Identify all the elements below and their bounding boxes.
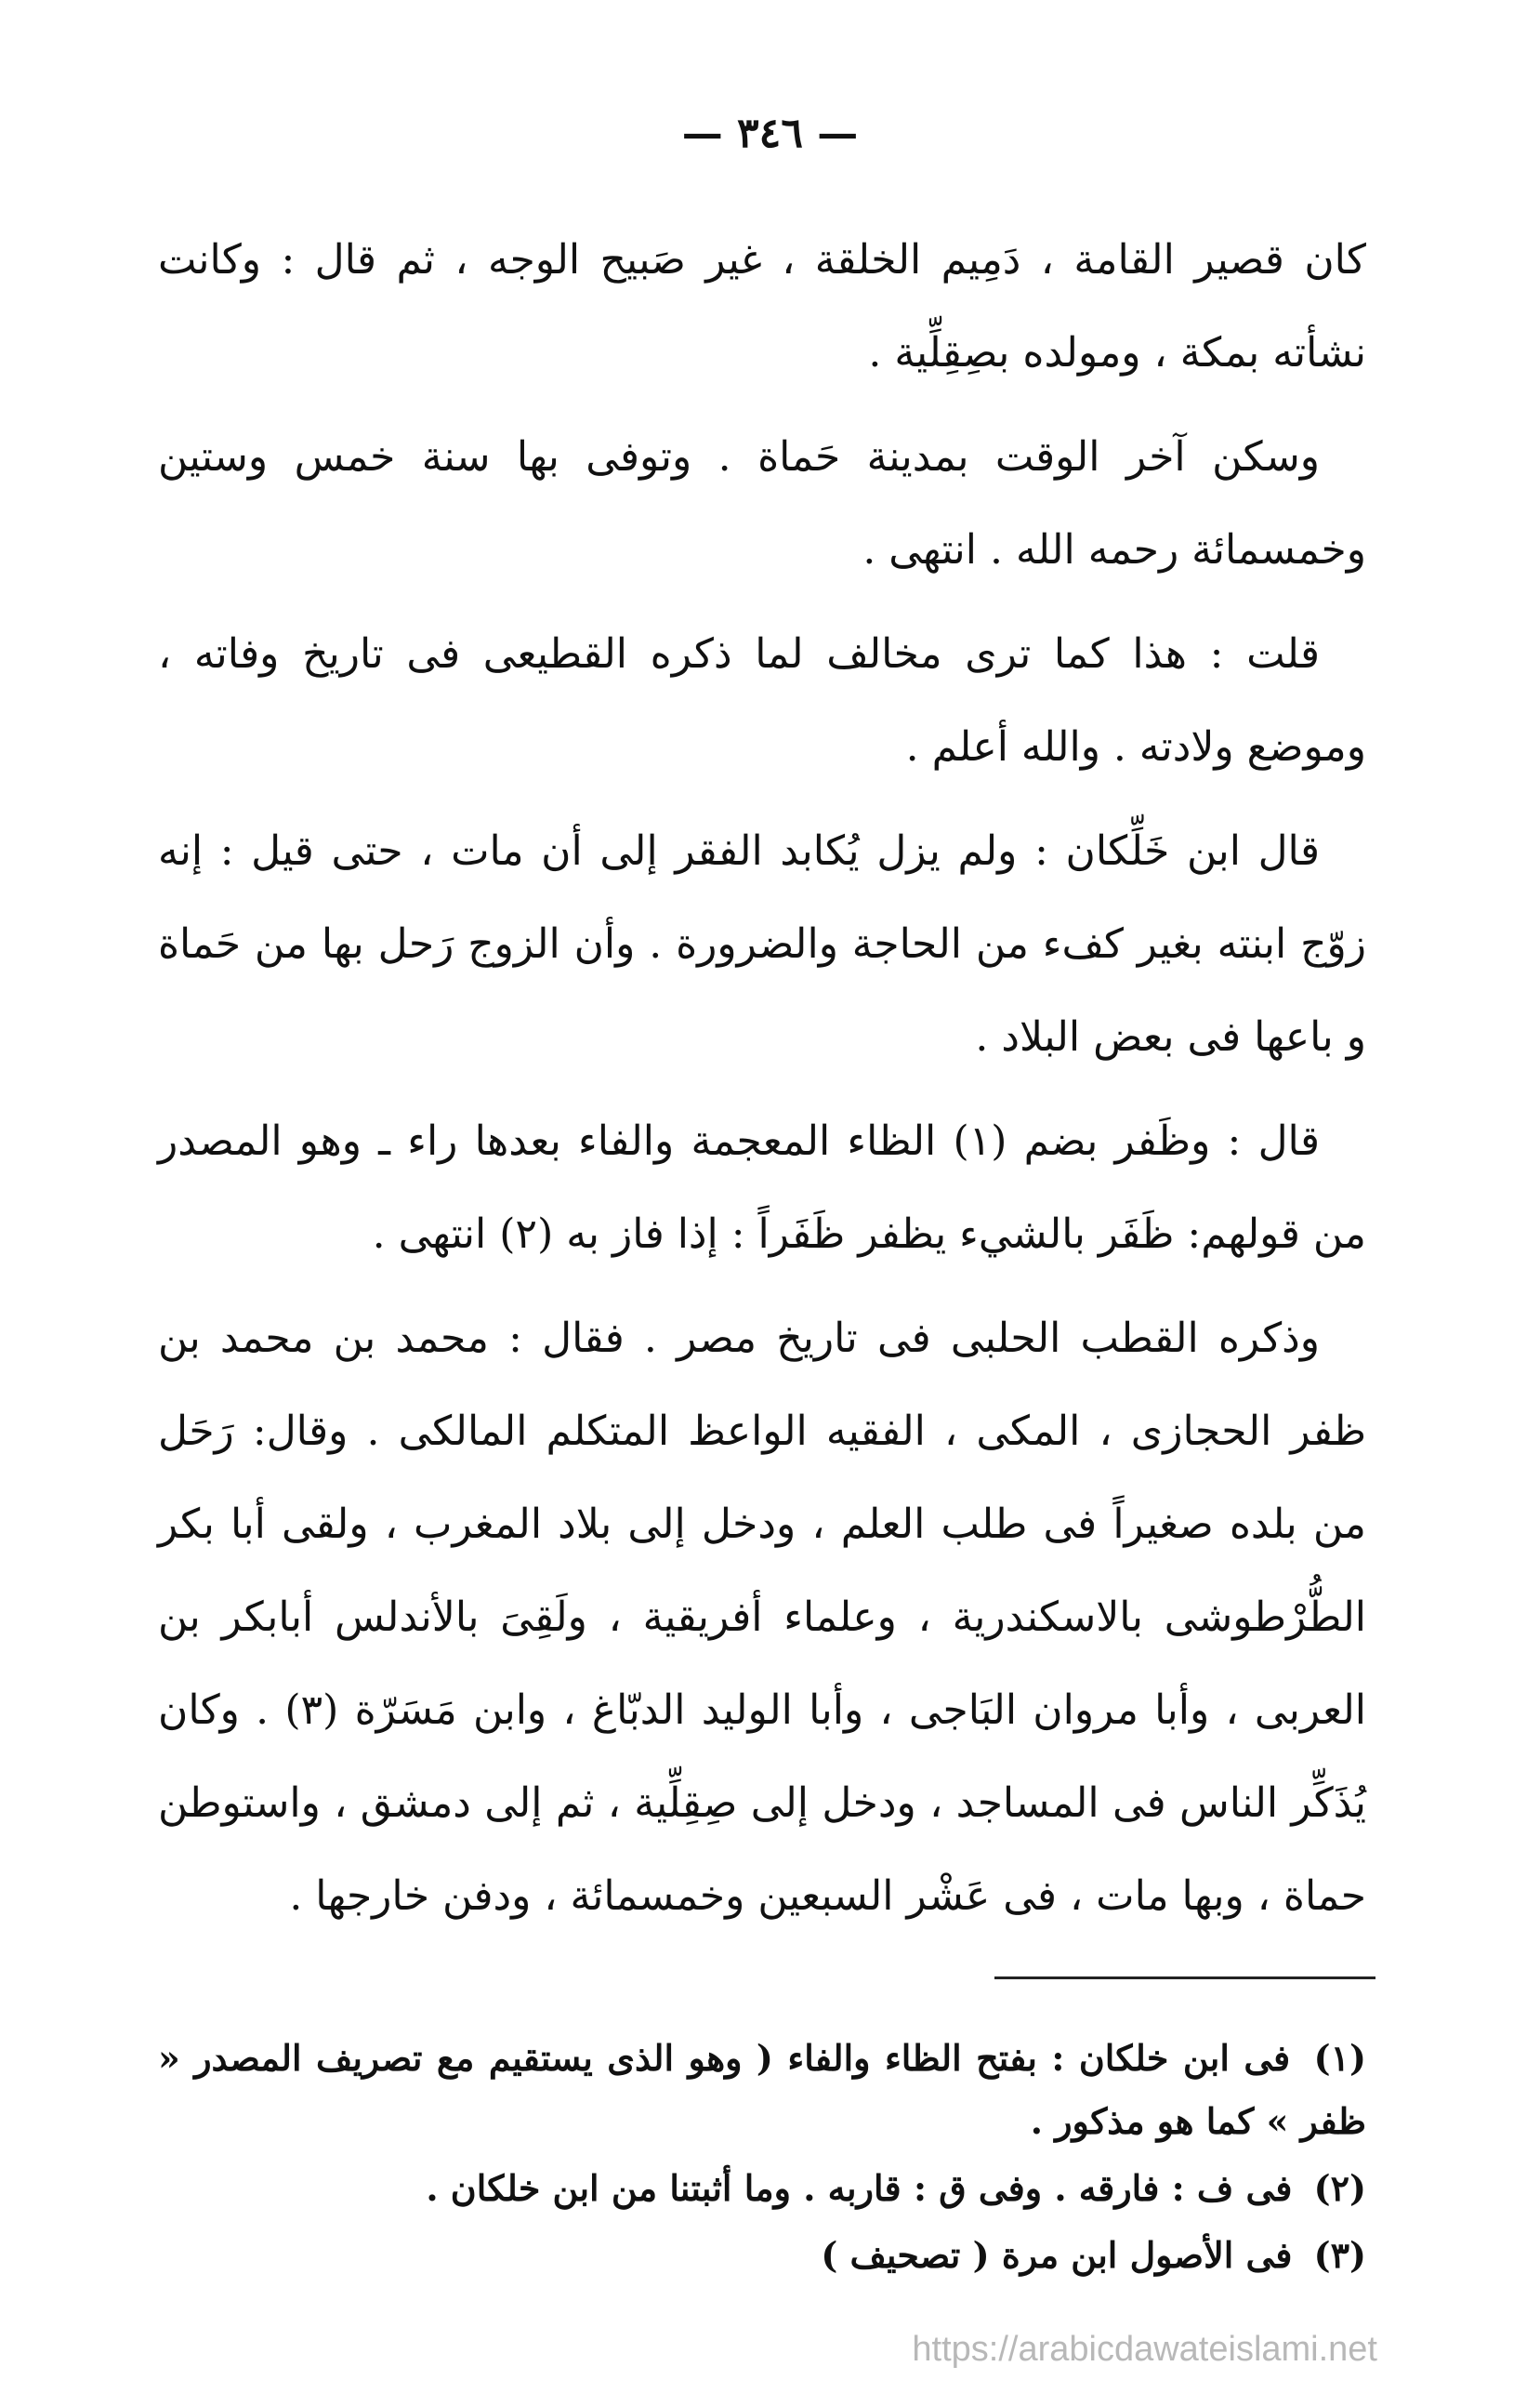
footnote: [158, 2157, 1366, 2220]
main-text: [158, 214, 1366, 1954]
watermark-url: https://arabicdawateislami.net: [912, 2330, 1377, 2369]
paragraph: وذكره القطب الحلبى فى تاريخ مصر . فقال : محمد بن محمد بن ظفر الحجازى ، المكى ، الفقيه الواعظ المتكلم المالكى . وقال: رَحَل من بلده صغيراً فى طلب العلم ، ودخل إلى بلاد المغرب ، ولقى أبا بكر الطُّرْطوشى بالاسكندرية ، وعلماء أفريقية ، ولَقِىَ بالأندلس أبابكر بن العربى ، وأبا مروان البَاجى ، وأبا الوليد الدبّاغ ، وابن مَسَرّة (٣) . وكان يُذَكِّر الناس فى المساجد ، ودخل إلى صِقِلِّية ، ثم إلى دمشق ، واستوطن حماة ، وبها مات ، فى عَشْر السبعين وخمسمائة ، ودفن خارجها .: [158, 1315, 1366, 1920]
footnote-number: (١): [1313, 2037, 1366, 2079]
paragraph: قال : وظَفر بضم (١) الظاء المعجمة والفاء بعدها راء ـ وهو المصدر من قولهم: ظَفَر بالشيء يظفر ظَفَراً : إذا فاز به (٢) انتهى .: [158, 1117, 1366, 1258]
footnote-text: فى الأصول ابن مرة ( تصحيف ): [821, 2234, 1293, 2276]
footnote-number: (٢): [1313, 2167, 1366, 2209]
footnote-text: فى ابن خلكان : بفتح الظاء والفاء ( وهو الذى يستقيم مع تصريف المصدر « ظفر » كما هو مذكور .: [158, 2037, 1366, 2142]
footnote-number: (٣): [1313, 2234, 1366, 2276]
paragraph: قال ابن خَلِّكان : ولم يزل يُكابد الفقر إلى أن مات ، حتى قيل : إنه زوّج ابنته بغير كفء من الحاجة والضرورة . وأن الزوج رَحل بها من حَماة و باعها فى بعض البلاد .: [158, 827, 1366, 1061]
paragraph: قلت : هذا كما ترى مخالف لما ذكره القطيعى فى تاريخ وفاته ، وموضع ولادته . والله أعلم .: [158, 630, 1366, 771]
paragraph: وسكن آخر الوقت بمدينة حَماة . وتوفى بها سنة خمس وستين وخمسمائة رحمه الله . انتهى .: [158, 433, 1366, 574]
paragraph: كان قصير القامة ، دَمِيم الخلقة ، غير صَبيح الوجه ، ثم قال : وكانت نشأته بمكة ، ومولده بصِقِلِّية .: [158, 236, 1366, 377]
footnote: [158, 2027, 1366, 2153]
footnote-text: فى ف : فارقه . وفى ق : قاربه . وما أثبتنا من ابن خلكان .: [426, 2167, 1293, 2209]
page-number: — ٣٤٦ —: [681, 110, 859, 157]
footnote: [158, 2224, 1366, 2287]
footnote-divider: [994, 1976, 1375, 1979]
footnotes: [158, 2027, 1366, 2291]
